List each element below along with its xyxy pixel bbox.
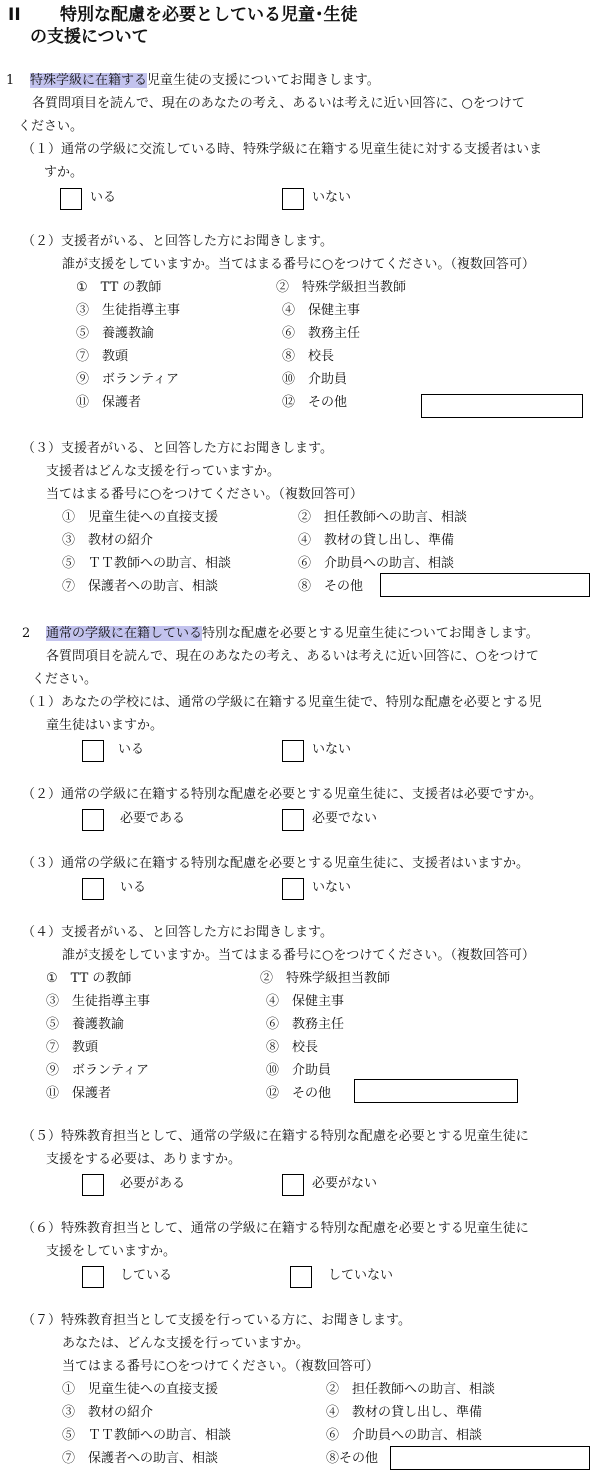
section1-instruction: 各質問項目を読んで、現在のあなたの考え、あるいは考えに近い回答に、○をつけて [32, 96, 525, 111]
s2-q1-text-2: 童生徒はいますか。 [46, 718, 164, 733]
s2-q4-option[interactable]: ④ 保健主事 [266, 994, 345, 1009]
s1-q2-option[interactable]: ⑩ 介助員 [282, 372, 348, 387]
s1-q2-option[interactable]: ⑥ 教務主任 [282, 326, 361, 341]
s2-q4-other-input[interactable] [354, 1079, 518, 1103]
s2-q7-option[interactable]: ② 担任教師への助言、相談 [326, 1382, 496, 1397]
s1-q3-other-input[interactable] [380, 573, 590, 597]
s2-q7-option[interactable]: ⑧その他 [326, 1451, 379, 1466]
s2-q1-text: （１）あなたの学校には、通常の学級に在籍する児童生徒で、特別な配慮を必要とする児 [22, 695, 542, 710]
s1-q2-option[interactable]: ⑧ 校長 [282, 349, 335, 364]
s1-q3-option[interactable]: ④ 教材の貸し出し、準備 [298, 533, 455, 548]
s2-q5-yes-checkbox[interactable] [82, 1174, 104, 1196]
section2-instruction-2: ください。 [32, 672, 98, 687]
section-numeral: II [8, 5, 21, 25]
s2-q7-option[interactable]: ③ 教材の紹介 [62, 1405, 154, 1420]
s1-q2-option[interactable]: ⑨ ボランティア [76, 372, 179, 387]
s2-q1-no-label: いない [312, 742, 352, 757]
section1-heading-highlight: 特殊学級に在籍する [30, 73, 148, 88]
s1-q3-option[interactable]: ⑧ その他 [298, 579, 364, 594]
s1-q3-text-3: 当てはまる番号に○をつけてください。（複数回答可） [46, 487, 363, 502]
section2-instruction: 各質問項目を読んで、現在のあなたの考え、あるいは考えに近い回答に、○をつけて [46, 649, 539, 664]
s2-q4-option[interactable]: ⑫ その他 [266, 1086, 332, 1101]
s2-q7-option[interactable]: ④ 教材の貸し出し、準備 [326, 1405, 483, 1420]
s2-q7-option[interactable]: ⑦ 保護者への助言、相談 [62, 1451, 219, 1466]
s2-q6-no-label: していない [328, 1268, 394, 1283]
s2-q3-no-checkbox[interactable] [282, 878, 304, 900]
s2-q1-yes-checkbox[interactable] [82, 740, 104, 762]
s2-q2-text: （２）通常の学級に在籍する特別な配慮を必要とする児童生徒に、支援者は必要ですか。 [22, 787, 543, 802]
s2-q5-yes-label: 必要がある [120, 1176, 186, 1191]
s1-q3-option[interactable]: ③ 教材の紹介 [62, 533, 154, 548]
s2-q5-no-label: 必要がない [312, 1176, 378, 1191]
s1-q1-yes-label: いる [90, 190, 117, 205]
s1-q3-option[interactable]: ⑦ 保護者への助言、相談 [62, 579, 219, 594]
s2-q3-no-label: いない [312, 880, 352, 895]
s2-q6-yes-checkbox[interactable] [82, 1266, 104, 1288]
s2-q2-yes-checkbox[interactable] [82, 809, 104, 831]
s2-q1-no-checkbox[interactable] [282, 740, 304, 762]
page-title-line2: の支援について [30, 27, 149, 47]
section1-number: 1 [6, 73, 15, 88]
s2-q3-text: （３）通常の学級に在籍する特別な配慮を必要とする児童生徒に、支援者はいますか。 [22, 856, 530, 871]
s2-q4-option[interactable]: ⑧ 校長 [266, 1040, 319, 1055]
s1-q2-option[interactable]: ② 特殊学級担当教師 [276, 280, 407, 295]
s1-q3-text-2: 支援者はどんな支援を行っていますか。 [46, 464, 281, 479]
s2-q7-text: （７）特殊教育担当として支援を行っている方に、お聞きします。 [22, 1313, 411, 1328]
section1-instruction-2: ください。 [18, 119, 84, 134]
s1-q3-option[interactable]: ⑤ ＴＴ教師への助言、相談 [62, 556, 232, 571]
section2-heading [46, 625, 539, 643]
s2-q6-text-2: 支援をしていますか。 [46, 1244, 177, 1259]
s2-q3-yes-label: いる [120, 880, 147, 895]
s1-q2-text: （２）支援者がいる、と回答した方にお聞きします。 [22, 234, 333, 249]
s1-q2-option[interactable]: ⑫ その他 [282, 395, 348, 410]
s1-q3-text: （３）支援者がいる、と回答した方にお聞きします。 [22, 441, 333, 456]
s2-q4-option[interactable]: ② 特殊学級担当教師 [260, 971, 391, 986]
s1-q3-option[interactable]: ① 児童生徒への直接支援 [62, 510, 219, 525]
s2-q4-text-2: 誰が支援をしていますか。当てはまる番号に○をつけてください。（複数回答可） [62, 948, 535, 963]
s2-q7-option[interactable]: ⑥ 介助員への助言、相談 [326, 1428, 483, 1443]
s1-q2-other-input[interactable] [421, 394, 583, 418]
s2-q6-text: （６）特殊教育担当として、通常の学級に在籍する特別な配慮を必要とする児童生徒に [22, 1221, 529, 1236]
s1-q2-text-2: 誰が支援をしていますか。当てはまる番号に○をつけてください。（複数回答可） [62, 257, 535, 272]
s1-q1-text: （１）通常の学級に交流している時、特殊学級に在籍する児童生徒に対する支援者はいま [22, 142, 543, 157]
s1-q2-option[interactable]: ⑦ 教頭 [76, 349, 129, 364]
s2-q7-text-2: あなたは、どんな支援を行っていますか。 [62, 1336, 310, 1351]
section1-heading-rest: 児童生徒の支援についてお聞きします。 [147, 73, 380, 88]
s2-q7-other-input[interactable] [390, 1446, 590, 1470]
s2-q6-no-checkbox[interactable] [290, 1266, 312, 1288]
s2-q5-text-2: 支援をする必要は、ありますか。 [46, 1152, 242, 1167]
s2-q2-no-label: 必要でない [312, 811, 378, 826]
s2-q4-option[interactable]: ⑨ ボランティア [46, 1063, 149, 1078]
section1-heading [30, 72, 380, 90]
section2-heading-rest: 特別な配慮を必要とする児童生徒についてお聞きします。 [202, 626, 539, 641]
s1-q3-option[interactable]: ② 担任教師への助言、相談 [298, 510, 468, 525]
s2-q4-option[interactable]: ⑩ 介助員 [266, 1063, 332, 1078]
page-title: 特別な配慮を必要としている児童･生徒 [60, 5, 358, 25]
s1-q2-option[interactable]: ④ 保健主事 [282, 303, 361, 318]
s1-q1-yes-checkbox[interactable] [60, 188, 82, 210]
s2-q4-option[interactable]: ① TT の教師 [46, 971, 132, 986]
s2-q4-option[interactable]: ③ 生徒指導主事 [46, 994, 151, 1009]
s1-q1-no-label: いない [312, 190, 352, 205]
s2-q2-yes-label: 必要である [120, 811, 186, 826]
s2-q4-text: （４）支援者がいる、と回答した方にお聞きします。 [22, 925, 333, 940]
s2-q4-option[interactable]: ⑦ 教頭 [46, 1040, 99, 1055]
s1-q1-text-2: すか。 [44, 165, 84, 180]
s2-q7-text-3: 当てはまる番号に○をつけてください。（複数回答可） [62, 1359, 379, 1374]
s1-q2-option[interactable]: ① TT の教師 [76, 280, 162, 295]
s2-q4-option[interactable]: ⑥ 教務主任 [266, 1017, 345, 1032]
s2-q5-no-checkbox[interactable] [282, 1174, 304, 1196]
s1-q2-option[interactable]: ⑤ 養護教諭 [76, 326, 155, 341]
s2-q7-option[interactable]: ① 児童生徒への直接支援 [62, 1382, 219, 1397]
section2-number: 2 [22, 626, 31, 641]
section2-heading-highlight: 通常の学級に在籍している [46, 626, 203, 641]
s2-q4-option[interactable]: ⑤ 養護教諭 [46, 1017, 125, 1032]
s2-q4-option[interactable]: ⑪ 保護者 [46, 1086, 112, 1101]
s1-q2-option[interactable]: ⑪ 保護者 [76, 395, 142, 410]
s2-q2-no-checkbox[interactable] [282, 809, 304, 831]
s2-q7-option[interactable]: ⑤ ＴＴ教師への助言、相談 [62, 1428, 232, 1443]
s2-q1-yes-label: いる [118, 742, 145, 757]
s1-q1-no-checkbox[interactable] [282, 188, 304, 210]
s2-q6-yes-label: している [120, 1268, 173, 1283]
s2-q5-text: （５）特殊教育担当として、通常の学級に在籍する特別な配慮を必要とする児童生徒に [22, 1129, 529, 1144]
s1-q2-option[interactable]: ③ 生徒指導主事 [76, 303, 181, 318]
s1-q3-option[interactable]: ⑥ 介助員への助言、相談 [298, 556, 455, 571]
s2-q3-yes-checkbox[interactable] [82, 878, 104, 900]
